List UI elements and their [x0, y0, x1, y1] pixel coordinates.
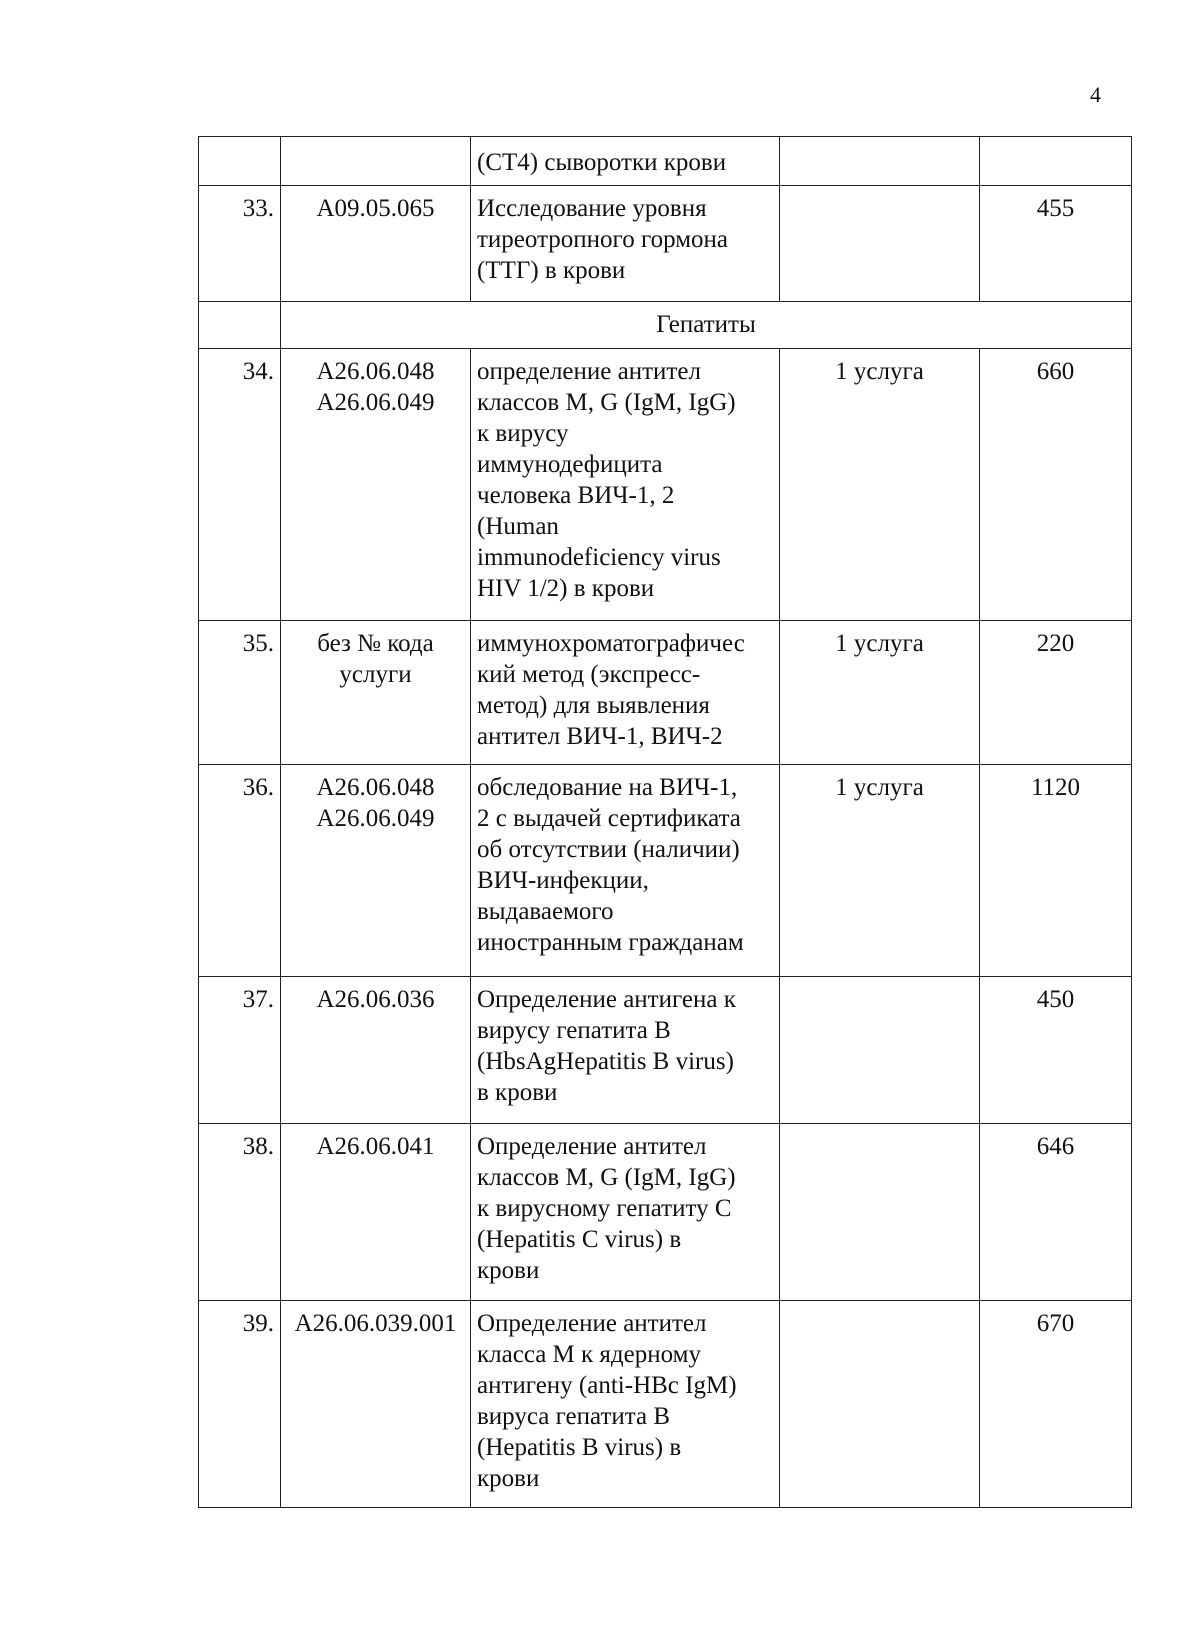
name-line: (ТТГ) в крови [477, 257, 626, 284]
name-line: Исследование уровня [477, 195, 707, 222]
name-line: immunodeficiency virus [477, 544, 721, 571]
name-line: обследование на ВИЧ-1, [477, 774, 738, 801]
name-line: к вирусному гепатиту С [477, 1195, 732, 1222]
table-row [199, 1124, 1132, 1301]
name-line: об отсутствии (наличии) [477, 836, 740, 863]
cell-unit [780, 186, 980, 302]
cell-code [281, 765, 471, 977]
cell-name [471, 186, 780, 302]
name-line: (Hepatitis C virus) в [477, 1226, 682, 1253]
cell-price: 455 [980, 186, 1132, 302]
code-line: A26.06.036 [316, 986, 435, 1013]
cell-price: 220 [980, 621, 1132, 765]
name-line: ВИЧ-инфекции, [477, 867, 649, 894]
cell-name [471, 1301, 780, 1508]
section-title: Гепатиты [281, 302, 1132, 349]
name-line: (Human [477, 513, 559, 540]
table-row [199, 349, 1132, 621]
cell-unit [780, 137, 980, 186]
name-line: (Hepatitis B virus) в [477, 1434, 682, 1461]
code-line: A26.06.049 [316, 805, 435, 832]
cell-num: 39. [199, 1301, 281, 1508]
name-line: метод) для выявления [477, 692, 710, 719]
cell-name [471, 765, 780, 977]
code-line: A26.06.048 [316, 774, 435, 801]
cell-name [471, 977, 780, 1124]
name-line: HIV 1/2) в крови [477, 575, 655, 602]
cell-name [471, 1124, 780, 1301]
cell-price: 660 [980, 349, 1132, 621]
cell-price: 646 [980, 1124, 1132, 1301]
code-line: A26.06.048 [316, 358, 435, 385]
table-row [199, 621, 1132, 765]
name-line: иностранным гражданам [477, 929, 744, 956]
name-line: определение антител [477, 358, 701, 385]
cell-unit: 1 услуга [780, 765, 980, 977]
name-line: вируса гепатита В [477, 1403, 671, 1430]
cell-unit: 1 услуга [780, 621, 980, 765]
name-line: Определение антител [477, 1310, 707, 1337]
name-line: иммунодефицита [477, 451, 663, 478]
name-line: в крови [477, 1079, 558, 1106]
cell-code [281, 1301, 471, 1508]
cell-price: 1120 [980, 765, 1132, 977]
cell-price [980, 137, 1132, 186]
cell-unit [780, 1124, 980, 1301]
cell-name [471, 137, 780, 186]
name-line: класса M к ядерному [477, 1341, 701, 1368]
price-table [198, 136, 1132, 1508]
cell-price: 670 [980, 1301, 1132, 1508]
code-line: услуги [339, 661, 412, 688]
name-line: Определение антигена к [477, 986, 736, 1013]
cell-num: 33. [199, 186, 281, 302]
name-line: 2 с выдачей сертификата [477, 805, 741, 832]
cell-code [281, 977, 471, 1124]
name-line: человека ВИЧ-1, 2 [477, 482, 675, 509]
table-row [199, 1301, 1132, 1508]
name-line: вирусу гепатита B [477, 1017, 671, 1044]
cell-code [281, 349, 471, 621]
cell-unit: 1 услуга [780, 349, 980, 621]
name-line: антигену (anti-HBc IgM) [477, 1372, 737, 1399]
name-line: (HbsAgHepatitis B virus) [477, 1048, 734, 1075]
table-row-continuation [199, 137, 1132, 186]
table-row [199, 977, 1132, 1124]
cell-unit [780, 977, 980, 1124]
name-line: крови [477, 1465, 540, 1492]
cell-num [199, 137, 281, 186]
name-line: антител ВИЧ-1, ВИЧ-2 [477, 723, 723, 750]
cell-num: 37. [199, 977, 281, 1124]
name-line: к вирусу [477, 420, 569, 447]
cell-name [471, 349, 780, 621]
page-number: 4 [1090, 82, 1101, 107]
name-line: классов M, G (IgM, IgG) [477, 1164, 736, 1191]
code-line: без № кода [317, 630, 434, 657]
code-line: A09.05.065 [316, 195, 435, 222]
cell-code [281, 621, 471, 765]
cell-code [281, 1124, 471, 1301]
table-row [199, 186, 1132, 302]
name-line: кий метод (экспресс- [477, 661, 701, 688]
name-line: Определение антител [477, 1133, 707, 1160]
cell-price: 450 [980, 977, 1132, 1124]
cell-code [281, 137, 471, 186]
section-header-row [199, 302, 1132, 349]
cell-num: 38. [199, 1124, 281, 1301]
name-line: крови [477, 1257, 540, 1284]
code-line: A26.06.041 [316, 1133, 435, 1160]
name-line: (СТ4) сыворотки крови [477, 149, 727, 176]
cell-num: 34. [199, 349, 281, 621]
cell-code [281, 186, 471, 302]
code-line: A26.06.049 [316, 389, 435, 416]
table-row [199, 765, 1132, 977]
code-line: A26.06.039.001 [294, 1310, 457, 1337]
name-line: тиреотропного гормона [477, 226, 728, 253]
cell-num: 36. [199, 765, 281, 977]
name-line: иммунохроматографичес [477, 630, 745, 657]
name-line: классов M, G (IgM, IgG) [477, 389, 736, 416]
cell-num: 35. [199, 621, 281, 765]
section-empty-cell [199, 302, 281, 349]
name-line: выдаваемого [477, 898, 614, 925]
cell-unit [780, 1301, 980, 1508]
cell-name [471, 621, 780, 765]
